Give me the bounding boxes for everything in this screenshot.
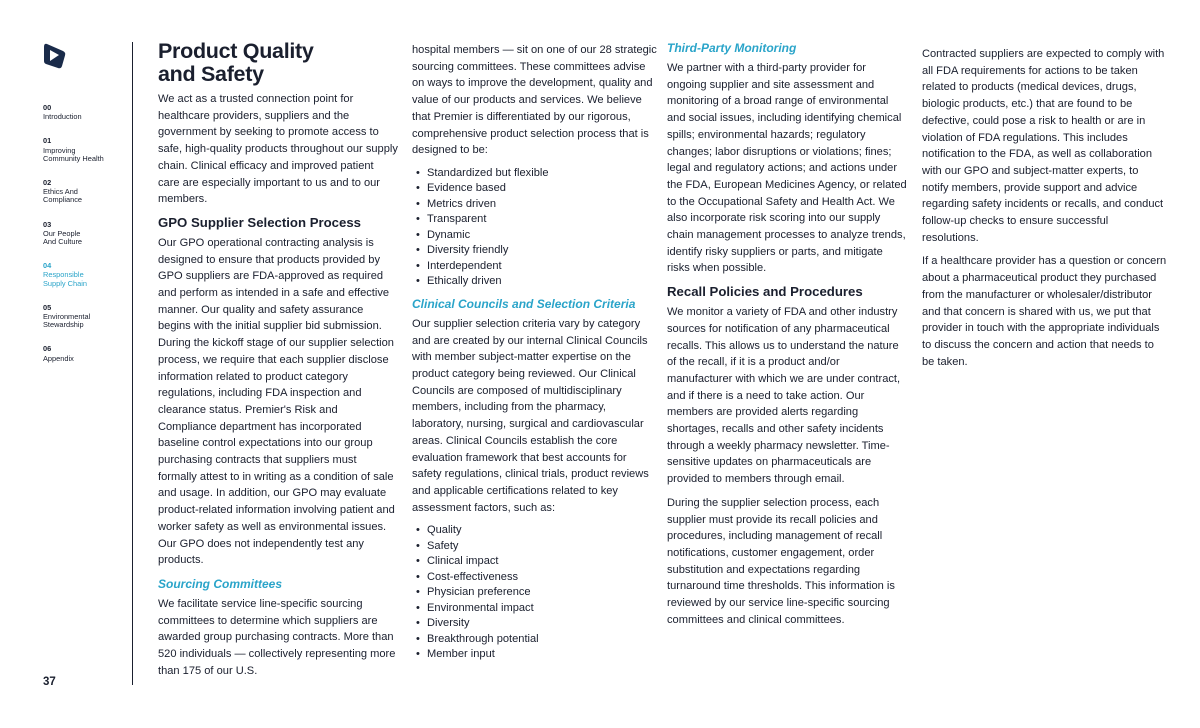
- page-number: 37: [43, 676, 56, 688]
- nav-item-number: 05: [43, 302, 52, 312]
- nav-item-label: Responsible Supply Chain: [43, 270, 87, 288]
- premier-logo-icon[interactable]: [43, 42, 67, 70]
- nav-item-00[interactable]: [43, 104, 123, 121]
- nav-item-number: 01: [43, 136, 52, 146]
- nav-item-02[interactable]: [43, 179, 123, 205]
- list-item: • Clinical impact: [427, 554, 657, 570]
- list-item: • Physician preference: [427, 585, 657, 601]
- list-item: • Dynamic: [427, 228, 657, 244]
- list-item: • Ethically driven: [427, 274, 657, 290]
- recall-paragraph-2: During the supplier selection process, each supplier must provide its recall policies and procedures, including management of recall notifications, customer engagement, order substitution and expectations regarding turnaround time thresholds. This information is reviewed by our service line-specific sourcing committees and clinical committees.: [667, 496, 895, 626]
- list-item: • Quality: [427, 523, 657, 539]
- column-3: [667, 40, 907, 636]
- contracted-paragraph: Contracted suppliers are expected to comply with all FDA requirements for actions to be taken related to products (medical devices, drugs, biologic products, etc.) that are found to be defective, could pose a risk to health or are in violation of FDA regulations. This includes notification to the FDA, as well as collaboration with our GPO and subject-matter experts, to notify members, provide support and advice regarding safety incidents or recalls, and conduct follow-up checks to ensure successful resolutions.: [922, 48, 1165, 244]
- nav-item-number: 00: [43, 103, 52, 112]
- list-item: • Diversity friendly: [427, 243, 657, 259]
- page-title: Product Quality and Safety: [158, 39, 314, 86]
- list-item: • Metrics driven: [427, 197, 657, 213]
- sourcing-paragraph-continued: hospital members — sit on one of our 28 strategic sourcing committees. These committees advise on ways to improve the development, quality and value of our products and services. We believe that Premier is differentiated by our rigorous, comprehensive product selection process that is designed to be:: [412, 44, 657, 157]
- intro-paragraph: We act as a trusted connection point for healthcare providers, suppliers and the government by seeking to promote access to safe, high-quality products throughout our supply chain. Clinical efficacy and improved patient care are especially important to us and to our members.: [158, 93, 398, 206]
- list-item: • Member input: [427, 647, 657, 663]
- recall-heading: Recall Policies and Procedures: [667, 284, 863, 300]
- nav-item-label: Ethics And Compliance: [43, 187, 83, 205]
- nav-item-label: Improving Community Health: [43, 145, 104, 163]
- list-item: • Safety: [427, 539, 657, 555]
- nav-item-label: Appendix: [43, 353, 74, 363]
- nav-item-number: 03: [43, 219, 52, 229]
- recall-paragraph-1: We monitor a variety of FDA and other industry sources for notification of any pharmaceutical recalls. This allows us to understand the nature of the recall, if it is a product and/or manufacturer with which we are under contract, and if there is a need to take action. Our members are provided alerts regarding shortages, recalls and other safety incidents through a weekly pharmacy newsletter. Time-sensitive updates on pharmaceuticals are provided to members through email.: [667, 306, 901, 486]
- nav-item-number: 06: [43, 344, 52, 354]
- vertical-divider: [132, 42, 133, 685]
- list-item: • Diversity: [427, 616, 657, 632]
- gpo-heading: GPO Supplier Selection Process: [158, 214, 362, 230]
- nav-item-label: Our People And Culture: [43, 228, 83, 247]
- list-item: • Standardized but flexible: [427, 166, 657, 182]
- list-item: • Evidence based: [427, 181, 657, 197]
- nav-item-number: 04: [43, 261, 52, 271]
- selection-bullet-list: [412, 166, 657, 290]
- gpo-paragraph: Our GPO operational contracting analysis is designed to ensure that products provided by GPO suppliers are FDA-approved as required and perform as intended in a safe and effective manner. Our quality and safety assurance begins with the initial supplier bid submission. During the kickoff stage of our supplier selection process, we require that each supplier disclose information related to product category regulations, including FDA inspection and clearance status. Premier's Risk and Compliance department has incorporated baseline control expectations into our group purchasing contracts that suppliers must formally attest to in writing as a condition of sale and usage. In addition, our GPO may evaluate product-related information involving patient and worker safety as well as environmental issues. Our GPO does not independently test any products.: [158, 236, 395, 567]
- column-2: [412, 40, 657, 669]
- monitoring-paragraph: We partner with a third-party provider for ongoing supplier and site assessment and monitoring of a broad range of environmental and social issues, including identifying chemical spills; environmental hazards; regulatory changes; labor disruptions or violations; fines; legal and regulatory actions; and actions under the FDA, European Medicines Agency, or related to the Occupational Safety and Health Act. We also incorporate risk scoring into our supply chain management processes to analyze trends, identify risky suppliers or parts, and mitigate risks when possible.: [667, 62, 907, 275]
- section-nav: [43, 104, 123, 379]
- councils-paragraph: Our supplier selection criteria vary by category and are created by our internal Clinical Councils with member subject-matter expertise on the product category being reviewed. Our Clinical Councils are composed of multidisciplinary members, including from the pharmacy, laboratory, nursing, surgical and cardiovascular areas. Clinical Councils establish the core evaluation framework that best accounts for safety regulations, clinical trials, product reviews and applicable certifications related to key assessment factors, such as:: [412, 317, 649, 514]
- provider-paragraph: If a healthcare provider has a question or concern about a pharmaceutical product they purchased from the manufacturer or wholesaler/distributor and that concern is shared with us, we put that provider in touch with the appropriate individuals to discuss the concern and action that needs to be taken.: [922, 255, 1167, 368]
- criteria-bullet-list: [412, 523, 657, 663]
- sourcing-paragraph: We facilitate service line-specific sourcing committees to determine which suppliers are awarded group purchasing contracts. More than 520 individuals — collectively representing more than 175 of our U.S.: [158, 597, 396, 677]
- nav-item-01[interactable]: [43, 137, 123, 163]
- monitoring-heading: Third-Party Monitoring: [667, 41, 797, 55]
- councils-heading: Clinical Councils and Selection Criteria: [412, 296, 636, 311]
- list-item: • Breakthrough potential: [427, 632, 657, 648]
- nav-item-06[interactable]: [43, 345, 123, 362]
- nav-item-number: 02: [43, 178, 52, 188]
- list-item: • Environmental impact: [427, 601, 657, 617]
- column-1: [158, 40, 398, 687]
- nav-item-03[interactable]: [43, 221, 123, 247]
- sourcing-heading: Sourcing Committees: [158, 576, 283, 591]
- list-item: • Cost-effectiveness: [427, 570, 657, 586]
- column-4: [922, 40, 1167, 377]
- nav-item-label: Environmental Stewardship: [43, 312, 91, 330]
- list-item: • Interdependent: [427, 259, 657, 275]
- list-item: • Transparent: [427, 212, 657, 228]
- nav-item-05[interactable]: [43, 304, 123, 330]
- nav-item-label: Introduction: [43, 112, 82, 122]
- nav-item-04[interactable]: [43, 262, 123, 288]
